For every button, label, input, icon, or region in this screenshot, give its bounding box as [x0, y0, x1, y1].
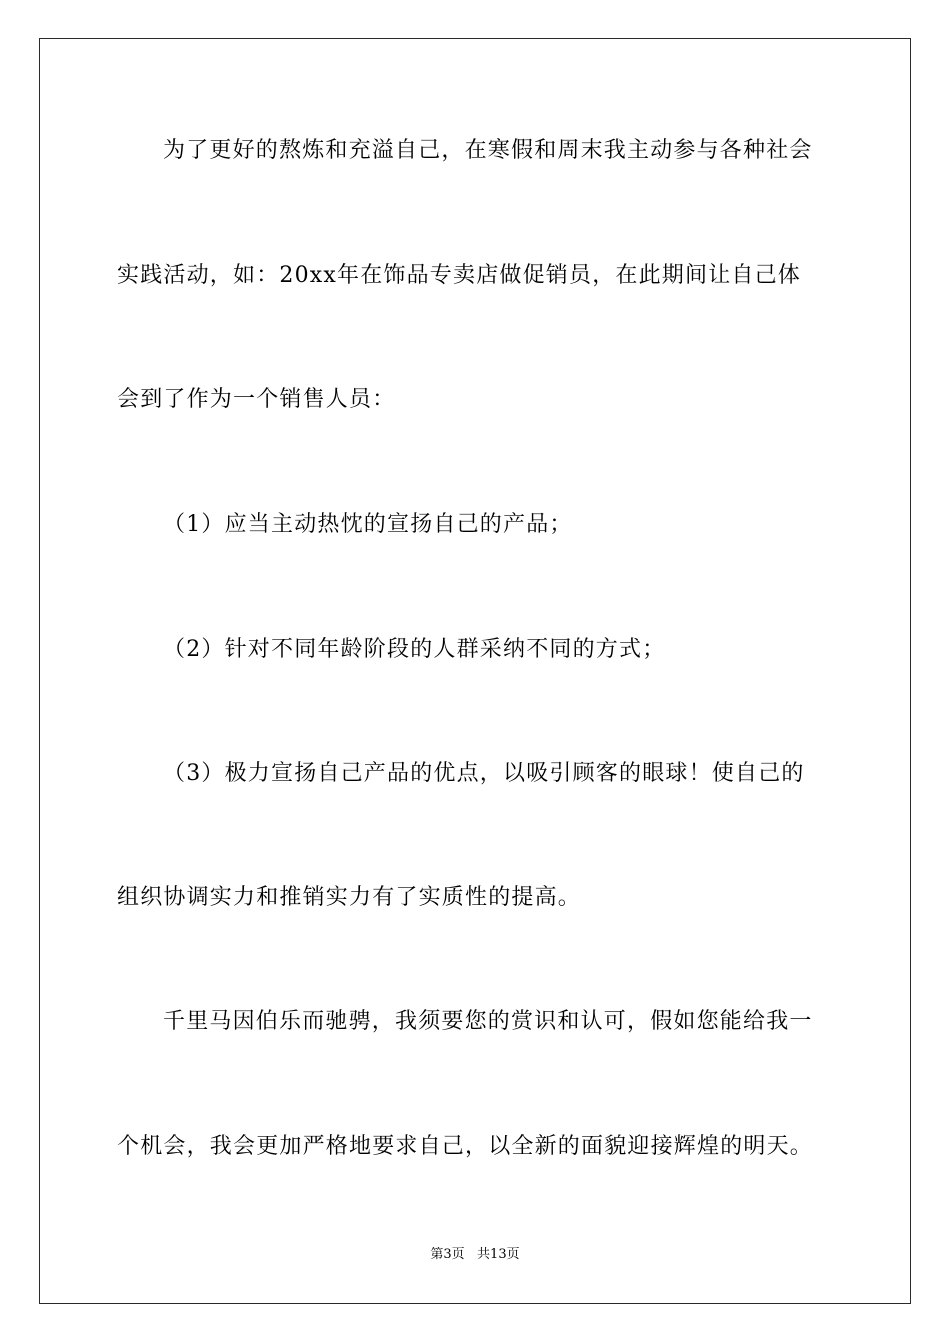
paragraph-line: 千里马因伯乐而驰骋，我须要您的赏识和认可，假如您能给我一	[163, 1009, 813, 1034]
page-number-footer: 第3页 共13页	[430, 1247, 520, 1262]
paragraph-line: 组织协调实力和推销实力有了实质性的提高。	[117, 885, 582, 910]
list-item: （1）应当主动热忱的宣扬自己的产品；	[163, 512, 573, 537]
paragraph-line: 会到了作为一个销售人员：	[117, 387, 396, 412]
paragraph-line: 为了更好的熬炼和充溢自己，在寒假和周末我主动参与各种社会	[163, 138, 813, 163]
paragraph-line: 实践活动，如：20xx年在饰品专卖店做促销员，在此期间让自己体	[117, 263, 802, 288]
list-item: （2）针对不同年龄阶段的人群采纳不同的方式；	[163, 637, 666, 662]
paragraph-line: 个机会，我会更加严格地要求自己，以全新的面貌迎接辉煌的明天。	[117, 1134, 814, 1159]
list-item: （3）极力宣扬自己产品的优点，以吸引顾客的眼球！使自己的	[163, 761, 805, 786]
page-border	[39, 38, 911, 1304]
